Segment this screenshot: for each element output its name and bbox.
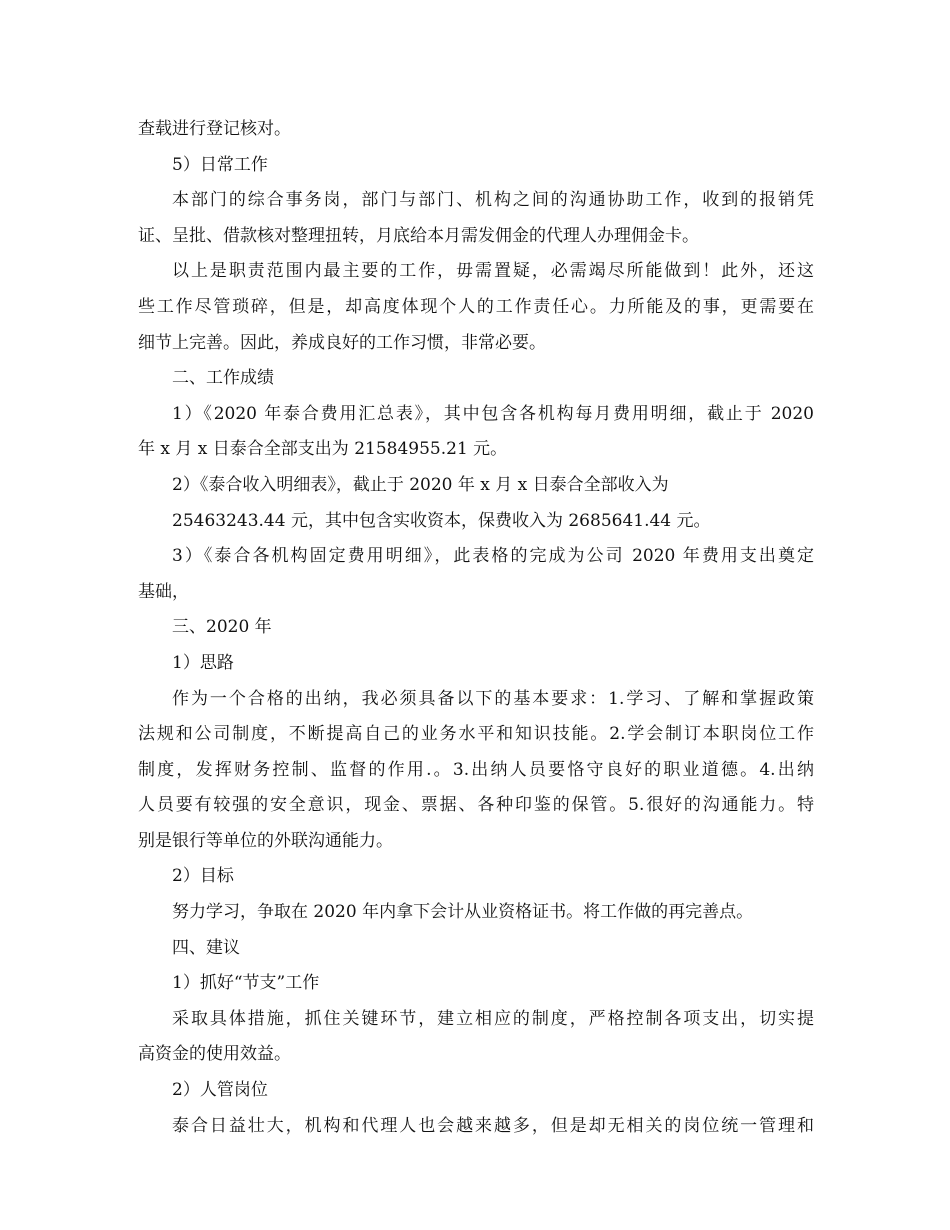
section-heading: 5）日常工作 — [172, 154, 268, 175]
paragraph-line: 作为一个合格的出纳，我必须具备以下的基本要求：1.学习、了解和掌握政策 — [172, 688, 814, 709]
paragraph-line: 泰合日益壮大，机构和代理人也会越来越多，但是却无相关的岗位统一管理和 — [172, 1115, 814, 1136]
paragraph-line: 年 x 月 x 日泰合全部支出为 21584955.21 元。 — [138, 439, 508, 460]
paragraph-line: 本部门的综合事务岗，部门与部门、机构之间的沟通协助工作，收到的报销凭 — [172, 190, 814, 211]
paragraph-line: 别是银行等单位的外联沟通能力。 — [138, 830, 393, 851]
section-heading: 2）目标 — [172, 866, 234, 887]
text-line: 查载进行登记核对。 — [138, 119, 291, 139]
paragraph-line: 以上是职责范围内最主要的工作，毋需置疑，必需竭尽所能做到！此外，还这 — [172, 261, 814, 282]
paragraph-line: 2）《泰合收入明细表》，截止于 2020 年 x 月 x 日泰合全部收入为 — [172, 474, 669, 495]
section-heading: 四、建议 — [172, 937, 240, 958]
paragraph-line: 3）《泰合各机构固定费用明细》，此表格的完成为公司 2020 年费用支出奠定 — [172, 546, 814, 567]
paragraph-line: 25463243.44 元，其中包含实收资本，保费收入为 2685641.44 元。 — [172, 510, 711, 531]
paragraph-line: 细节上完善。因此，养成良好的工作习惯，非常必要。 — [138, 332, 546, 353]
section-heading: 二、工作成绩 — [172, 368, 274, 389]
paragraph-line: 高资金的使用效益。 — [138, 1044, 291, 1065]
section-heading: 1）思路 — [172, 652, 234, 673]
paragraph-line: 人员要有较强的安全意识，现金、票据、各种印鉴的保管。5.很好的沟通能力。特 — [138, 795, 814, 816]
paragraph-line: 法规和公司制度，不断提高自己的业务水平和知识技能。2.学会制订本职岗位工作 — [138, 724, 814, 745]
paragraph-line: 些工作尽管琐碎，但是，却高度体现个人的工作责任心。力所能及的事，更需要在 — [138, 296, 814, 317]
paragraph-line: 1）《2020 年泰合费用汇总表》，其中包含各机构每月费用明细，截止于 2020 — [172, 403, 814, 424]
paragraph-line: 努力学习，争取在 2020 年内拿下会计从业资格证书。将工作做的再完善点。 — [172, 902, 754, 923]
section-heading: 1）抓好“节支”工作 — [172, 973, 320, 994]
section-heading: 2）人管岗位 — [172, 1080, 268, 1101]
section-heading: 三、2020 年 — [172, 617, 272, 638]
document-body — [138, 112, 814, 1144]
paragraph-line: 证、呈批、借款核对整理扭转，月底给本月需发佣金的代理人办理佣金卡。 — [138, 225, 699, 246]
paragraph-line: 采取具体措施，抓住关键环节，建立相应的制度，严格控制各项支出，切实提 — [172, 1008, 814, 1029]
paragraph-line: 基础， — [138, 581, 189, 602]
paragraph-line: 制度，发挥财务控制、监督的作用.。3.出纳人员要恪守良好的职业道德。4.出纳 — [138, 759, 814, 780]
